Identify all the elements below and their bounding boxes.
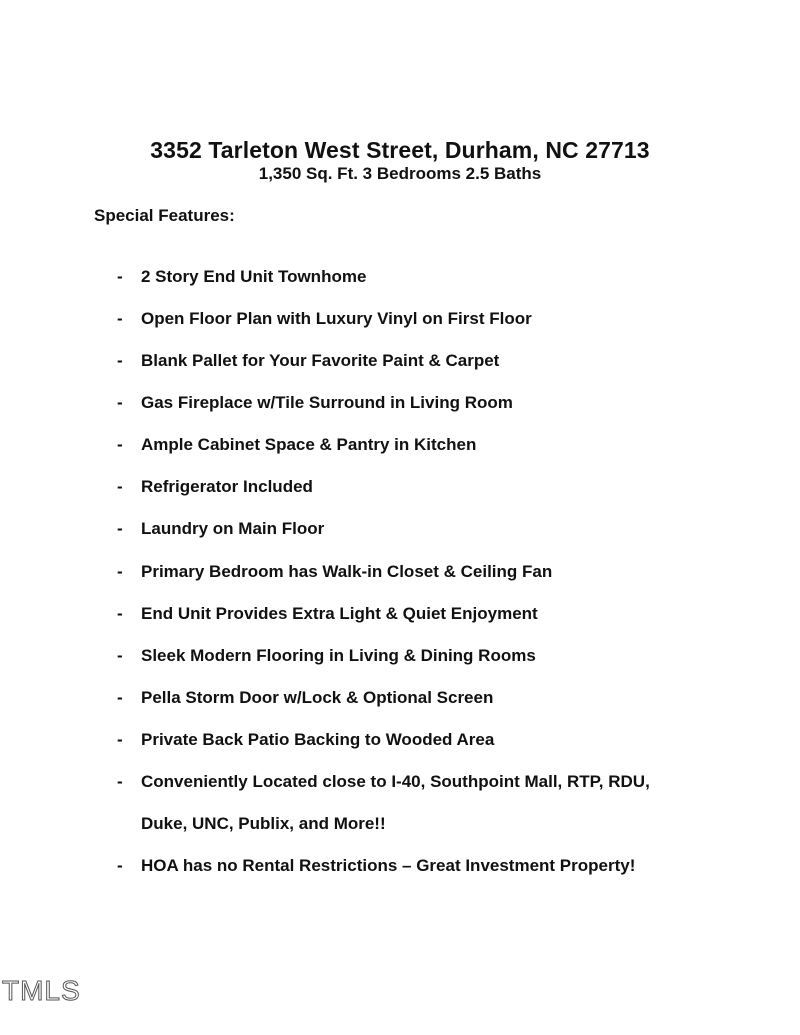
feature-text: Private Back Patio Backing to Wooded Area xyxy=(141,730,495,749)
bullet-dash: - xyxy=(117,856,123,875)
mls-watermark-logo: TMLS xyxy=(2,975,81,1006)
bullet-dash: - xyxy=(117,562,123,581)
feature-text: Refrigerator Included xyxy=(141,477,313,496)
feature-item xyxy=(117,519,324,539)
property-address-title: 3352 Tarleton West Street, Durham, NC 27713 xyxy=(150,137,650,163)
feature-item xyxy=(117,772,650,792)
feature-text: Ample Cabinet Space & Pantry in Kitchen xyxy=(141,435,477,454)
bullet-dash: - xyxy=(117,393,123,412)
feature-text: Sleek Modern Flooring in Living & Dining Rooms xyxy=(141,646,536,665)
feature-item xyxy=(117,604,538,624)
bullet-dash: - xyxy=(117,772,123,791)
bullet-dash: - xyxy=(117,646,123,665)
bullet-dash: - xyxy=(117,730,123,749)
feature-item xyxy=(117,856,635,876)
feature-item xyxy=(117,562,552,582)
feature-text: Pella Storm Door w/Lock & Optional Screen xyxy=(141,688,494,707)
feature-text: Open Floor Plan with Luxury Vinyl on First Floor xyxy=(141,309,532,328)
bullet-dash: - xyxy=(117,351,123,370)
special-features-heading: Special Features: xyxy=(94,206,235,225)
feature-item xyxy=(117,267,366,287)
bullet-dash: - xyxy=(117,688,123,707)
feature-continuation: Duke, UNC, Publix, and More!! xyxy=(141,814,386,833)
bullet-dash: - xyxy=(117,309,123,328)
feature-item xyxy=(117,646,536,666)
feature-item xyxy=(117,309,532,329)
bullet-dash: - xyxy=(117,519,123,538)
feature-text: Blank Pallet for Your Favorite Paint & Carpet xyxy=(141,351,500,370)
feature-item xyxy=(117,393,513,413)
bullet-dash: - xyxy=(117,604,123,623)
feature-text: HOA has no Rental Restrictions – Great Investment Property! xyxy=(141,856,636,875)
feature-text: Laundry on Main Floor xyxy=(141,519,325,538)
feature-item xyxy=(117,730,494,750)
bullet-dash: - xyxy=(117,477,123,496)
feature-text: End Unit Provides Extra Light & Quiet Enjoyment xyxy=(141,604,538,623)
bullet-dash: - xyxy=(117,267,123,286)
feature-text: Primary Bedroom has Walk-in Closet & Ceiling Fan xyxy=(141,562,553,581)
feature-text: Conveniently Located close to I-40, Southpoint Mall, RTP, RDU, xyxy=(141,772,650,791)
feature-item xyxy=(117,477,313,497)
feature-item xyxy=(117,688,493,708)
property-summary-subtitle: 1,350 Sq. Ft. 3 Bedrooms 2.5 Baths xyxy=(258,164,542,183)
bullet-dash: - xyxy=(117,435,123,454)
feature-item xyxy=(117,435,476,455)
feature-text: 2 Story End Unit Townhome xyxy=(141,267,367,286)
feature-item xyxy=(117,351,499,371)
feature-text: Gas Fireplace w/Tile Surround in Living Room xyxy=(141,393,513,412)
